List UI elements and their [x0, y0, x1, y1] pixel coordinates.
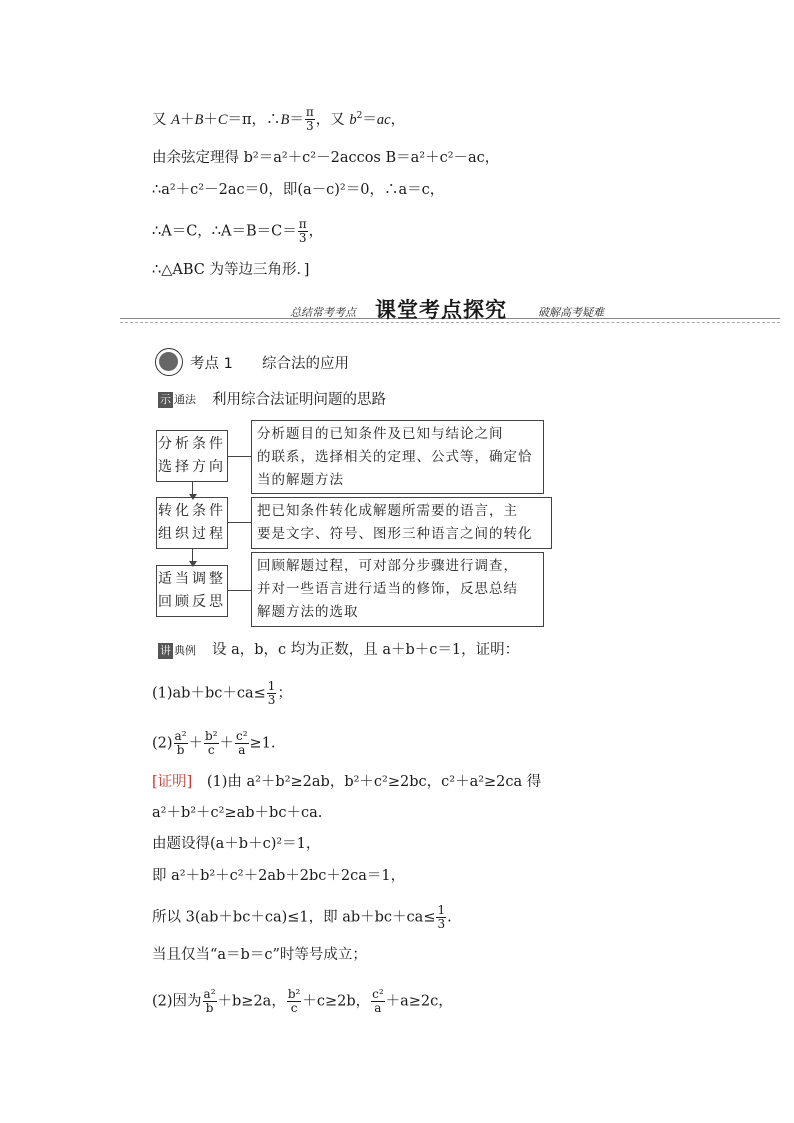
section-banner	[120, 294, 780, 324]
proof-tag: [证明]	[152, 774, 193, 790]
exponent: 2	[356, 111, 363, 121]
numerator: 1	[437, 903, 446, 917]
numerator: π	[305, 105, 314, 120]
tag-text: 通法	[174, 393, 196, 406]
proof-line-3: 由题设得(a＋b＋c)²＝1，	[152, 836, 321, 852]
flow-step-1-desc	[251, 420, 544, 494]
numerator: π	[298, 217, 307, 231]
desc-line: 并对一些语言进行适当的修饰，反思总结	[257, 581, 518, 597]
banner-right-caption: 破解高考疑难	[538, 306, 604, 319]
denominator: c	[290, 1001, 298, 1015]
text: ≥1.	[249, 735, 276, 752]
fraction	[203, 988, 217, 1015]
solution-line-5: ∴△ABC 为等边三角形．]	[152, 262, 310, 278]
numerator: a²	[174, 729, 187, 743]
desc-line: 要是文字、符号、图形三种语言之间的转化	[257, 526, 533, 542]
example-stem: 设 a，b，c 均为正数，且 a＋b＋c＝1，证明：	[212, 642, 520, 658]
tag-box: 示	[160, 393, 171, 406]
denominator: 3	[306, 119, 314, 134]
desc-line: 把已知条件转化成解题所需要的语言，主	[257, 503, 518, 519]
flow-step-label: 分析条件	[158, 436, 226, 452]
text: (1)由 a²＋b²≥2ab，b²＋c²≥2bc，c²＋a²≥2ca 得	[192, 774, 542, 790]
fraction	[204, 730, 219, 757]
var: ac	[376, 111, 391, 128]
proof-line-5	[152, 904, 452, 931]
numerator: c²	[236, 729, 248, 743]
fraction	[436, 904, 446, 931]
denominator: 3	[298, 231, 307, 245]
text: ＋	[219, 735, 235, 752]
var: B	[280, 111, 290, 128]
down-arrow-icon	[192, 482, 193, 494]
text: (2)	[152, 735, 173, 752]
banner-left-caption: 总结常考考点	[290, 306, 356, 319]
numerator: a²	[203, 987, 216, 1001]
text: ＝	[289, 111, 304, 128]
numerator: 1	[267, 679, 276, 693]
fraction	[287, 988, 302, 1015]
flow-connector	[228, 456, 251, 457]
text: ＝	[362, 111, 377, 128]
fraction	[267, 680, 277, 707]
proof-line-1	[152, 772, 541, 792]
method-title: 利用综合法证明问题的思路	[212, 392, 386, 408]
flow-step-label: 适当调整	[158, 571, 226, 587]
text: ＋	[179, 111, 195, 128]
topic-label: 考点 1	[190, 356, 233, 372]
desc-line: 当的解题方法	[257, 472, 344, 488]
denominator: b	[176, 743, 185, 757]
proof-line-4: 即 a²＋b²＋c²＋2ab＋2bc＋2ca＝1，	[152, 868, 406, 884]
var: C	[217, 111, 228, 128]
desc-line: 解题方法的选取	[257, 604, 359, 620]
proof-line-7	[152, 988, 453, 1015]
text: ＋c≥2b，	[302, 993, 371, 1010]
fraction	[174, 730, 188, 757]
flow-connector	[228, 590, 251, 591]
denominator: a	[374, 1001, 382, 1015]
desc-line: 回顾解题过程，可对部分步骤进行调查，	[257, 558, 518, 574]
down-arrow-icon	[192, 549, 193, 561]
tag-text: 典例	[174, 644, 196, 657]
text: (1)ab＋bc＋ca≤	[152, 685, 266, 702]
numerator: b²	[287, 987, 301, 1001]
denominator: 3	[437, 917, 446, 931]
flow-step-label: 回顾反思	[158, 594, 226, 610]
text: (2)因为	[152, 993, 202, 1010]
text: ∴A＝C，∴A＝B＝C＝	[152, 223, 297, 240]
flow-step-2-box	[156, 497, 228, 549]
numerator: b²	[205, 729, 218, 743]
flow-step-3-desc	[251, 552, 544, 627]
text: ，	[390, 111, 406, 128]
flow-step-label: 组织过程	[158, 526, 226, 542]
fraction	[298, 218, 308, 245]
text: 又	[152, 111, 172, 128]
text: ，	[308, 223, 324, 240]
text: ＝π，∴	[227, 111, 281, 128]
text: ＋	[203, 111, 218, 128]
text: .	[447, 909, 452, 926]
topic-title: 综合法的应用	[262, 356, 349, 372]
tag-box: 讲	[160, 644, 171, 657]
proof-line-2: a²＋b²＋c²≥ab＋bc＋ca.	[152, 805, 323, 821]
banner-title: 课堂考点探究	[375, 298, 507, 322]
example-part-2	[152, 730, 276, 757]
method-tag	[155, 392, 199, 408]
var: B	[194, 111, 204, 128]
solution-line-1	[152, 106, 405, 133]
text: ；	[277, 685, 292, 702]
example-part-1	[152, 680, 292, 707]
solution-line-4	[152, 218, 323, 245]
text: 所以 3(ab＋bc＋ca)≤1，即 ab＋bc＋ca≤	[152, 909, 436, 926]
denominator: c	[207, 743, 215, 757]
text: ，又	[315, 111, 350, 128]
var: A	[171, 111, 180, 128]
flow-step-label: 选择方向	[158, 459, 226, 475]
flow-step-3-box	[156, 565, 228, 617]
fraction	[235, 730, 249, 757]
denominator: b	[205, 1001, 214, 1015]
topic-circle-icon	[155, 348, 183, 376]
text: ＋a≥2c，	[385, 993, 453, 1010]
flow-step-label: 转化条件	[158, 503, 226, 519]
flow-step-2-desc	[251, 497, 552, 549]
proof-line-6: 当且仅当“a＝b＝c”时等号成立；	[152, 947, 367, 963]
numerator: c²	[372, 987, 384, 1001]
denominator: a	[238, 743, 246, 757]
example-tag	[155, 643, 199, 659]
flow-step-1-box	[156, 430, 228, 482]
desc-line: 的联系，选择相关的定理、公式等，确定恰	[257, 449, 533, 465]
fraction	[371, 988, 385, 1015]
denominator: 3	[267, 693, 276, 707]
desc-line: 分析题目的已知条件及已知与结论之间	[257, 426, 504, 442]
flow-connector	[228, 522, 251, 523]
var: b	[349, 111, 357, 128]
solution-line-2: 由余弦定理得 b²＝a²＋c²－2accos B＝a²＋c²－ac，	[152, 150, 500, 166]
text: ＋	[188, 735, 204, 752]
text: ＋b≥2a，	[217, 993, 286, 1010]
solution-line-3: ∴a²＋c²－2ac＝0，即(a－c)²＝0，∴a＝c，	[152, 182, 445, 198]
fraction	[305, 106, 315, 133]
